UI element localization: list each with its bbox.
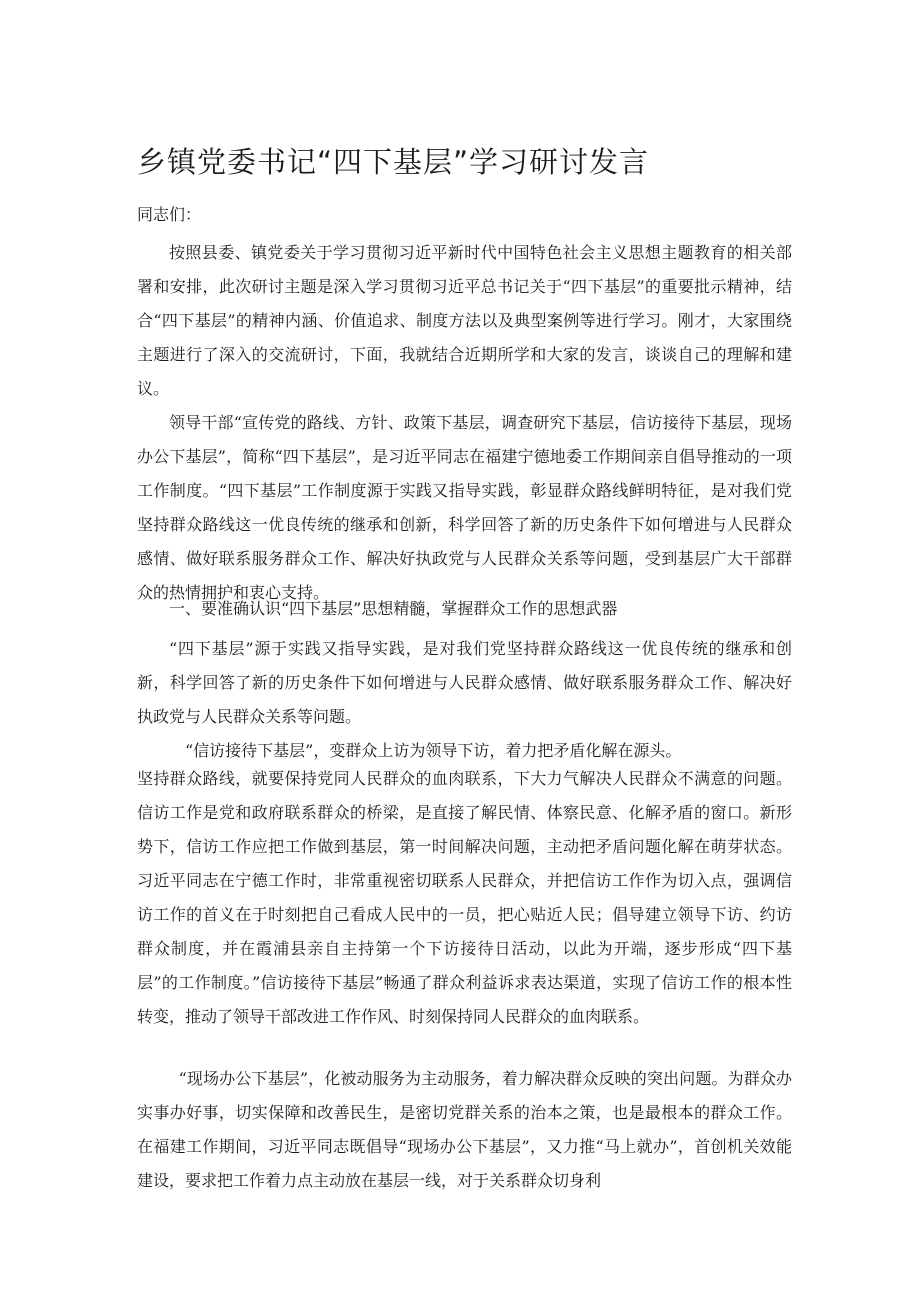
section-one-heading: 一、要准确认识“四下基层”思想精髓，掌握群众工作的思想武器 bbox=[169, 599, 618, 618]
document-title: 乡镇党委书记“四下基层”学习研讨发言 bbox=[137, 145, 650, 179]
salutation: 同志们： bbox=[137, 205, 202, 224]
section-one-paragraph: “四下基层”源于实践又指导实践，是对我们党坚持群众路线这一优良传统的继承和创新，科学回答了新的历史条件下如何增进与人民群众感情、做好联系服务群众工作、解决好执政党与人民群众关系等问题。 bbox=[137, 639, 792, 726]
background-paragraph: 领导干部“宣传党的路线、方针、政策下基层，调查研究下基层，信访接待下基层，现场办公下基层”，简称“四下基层”，是习近平同志在福建宁德地委工作期间亲自倡导推动的一项工作制度。“四下基层”工作制度源于实践又指导实践，彰显群众路线鲜明特征，是对我们党坚持群众路线这一优良传统的继承和创新，科学回答了新的历史条件下如何增进与人民群众感情、做好联系服务群众工作、解决好执政党与人民群众关系等问题，受到基层广大干部群众的热情拥护和衷心支持。 bbox=[137, 413, 792, 602]
xinfang-body-paragraph: 坚持群众路线，就要保持党同人民群众的血肉联系，下大力气解决人民群众不满意的问题。信访工作是党和政府联系群众的桥梁，是直接了解民情、体察民意、化解矛盾的窗口。新形势下，信访工作应把工作做到基层，第一时间解决问题，主动把矛盾问题化解在萌芽状态。习近平同志在宁德工作时，非常重视密切联系人民群众，并把信访工作作为切入点，强调信访工作的首义在于时刻把自己看成人民中的一员，把心贴近人民；倡导建立领导下访、约访群众制度，并在霞浦县亲自主持第一个下访接待日活动，以此为开端，逐步形成“四下基层”的工作制度。”信访接待下基层”畅通了群众利益诉求表达渠道，实现了信访工作的根本性转变，推动了领导干部改进工作作风、时刻保持同人民群众的血肉联系。 bbox=[137, 769, 792, 1026]
xianchang-paragraph: “现场办公下基层”，化被动服务为主动服务，着力解决群众反映的突出问题。为群众办实事办好事，切实保障和改善民生，是密切党群关系的治本之策，也是最根本的群众工作。在福建工作期间，习近平同志既倡导“现场办公下基层”，又力推“马上就办”，首创机关效能建设，要求把工作着力点主动放在基层一线，对于关系群众切身利 bbox=[137, 1069, 792, 1190]
xinfang-lead-sentence: “信访接待下基层”，变群众上访为领导下访，着力把矛盾化解在源头。 bbox=[185, 741, 682, 760]
intro-paragraph: 按照县委、镇党委关于学习贯彻习近平新时代中国特色社会主义思想主题教育的相关部署和安排，此次研讨主题是深入学习贯彻习近平总书记关于“四下基层”的重要批示精神，结合“四下基层”的精神内涵、价值追求、制度方法以及典型案例等进行学习。刚才，大家围绕主题进行了深入的交流研讨，下面，我就结合近期所学和大家的发言，谈谈自己的理解和建议。 bbox=[137, 243, 792, 398]
